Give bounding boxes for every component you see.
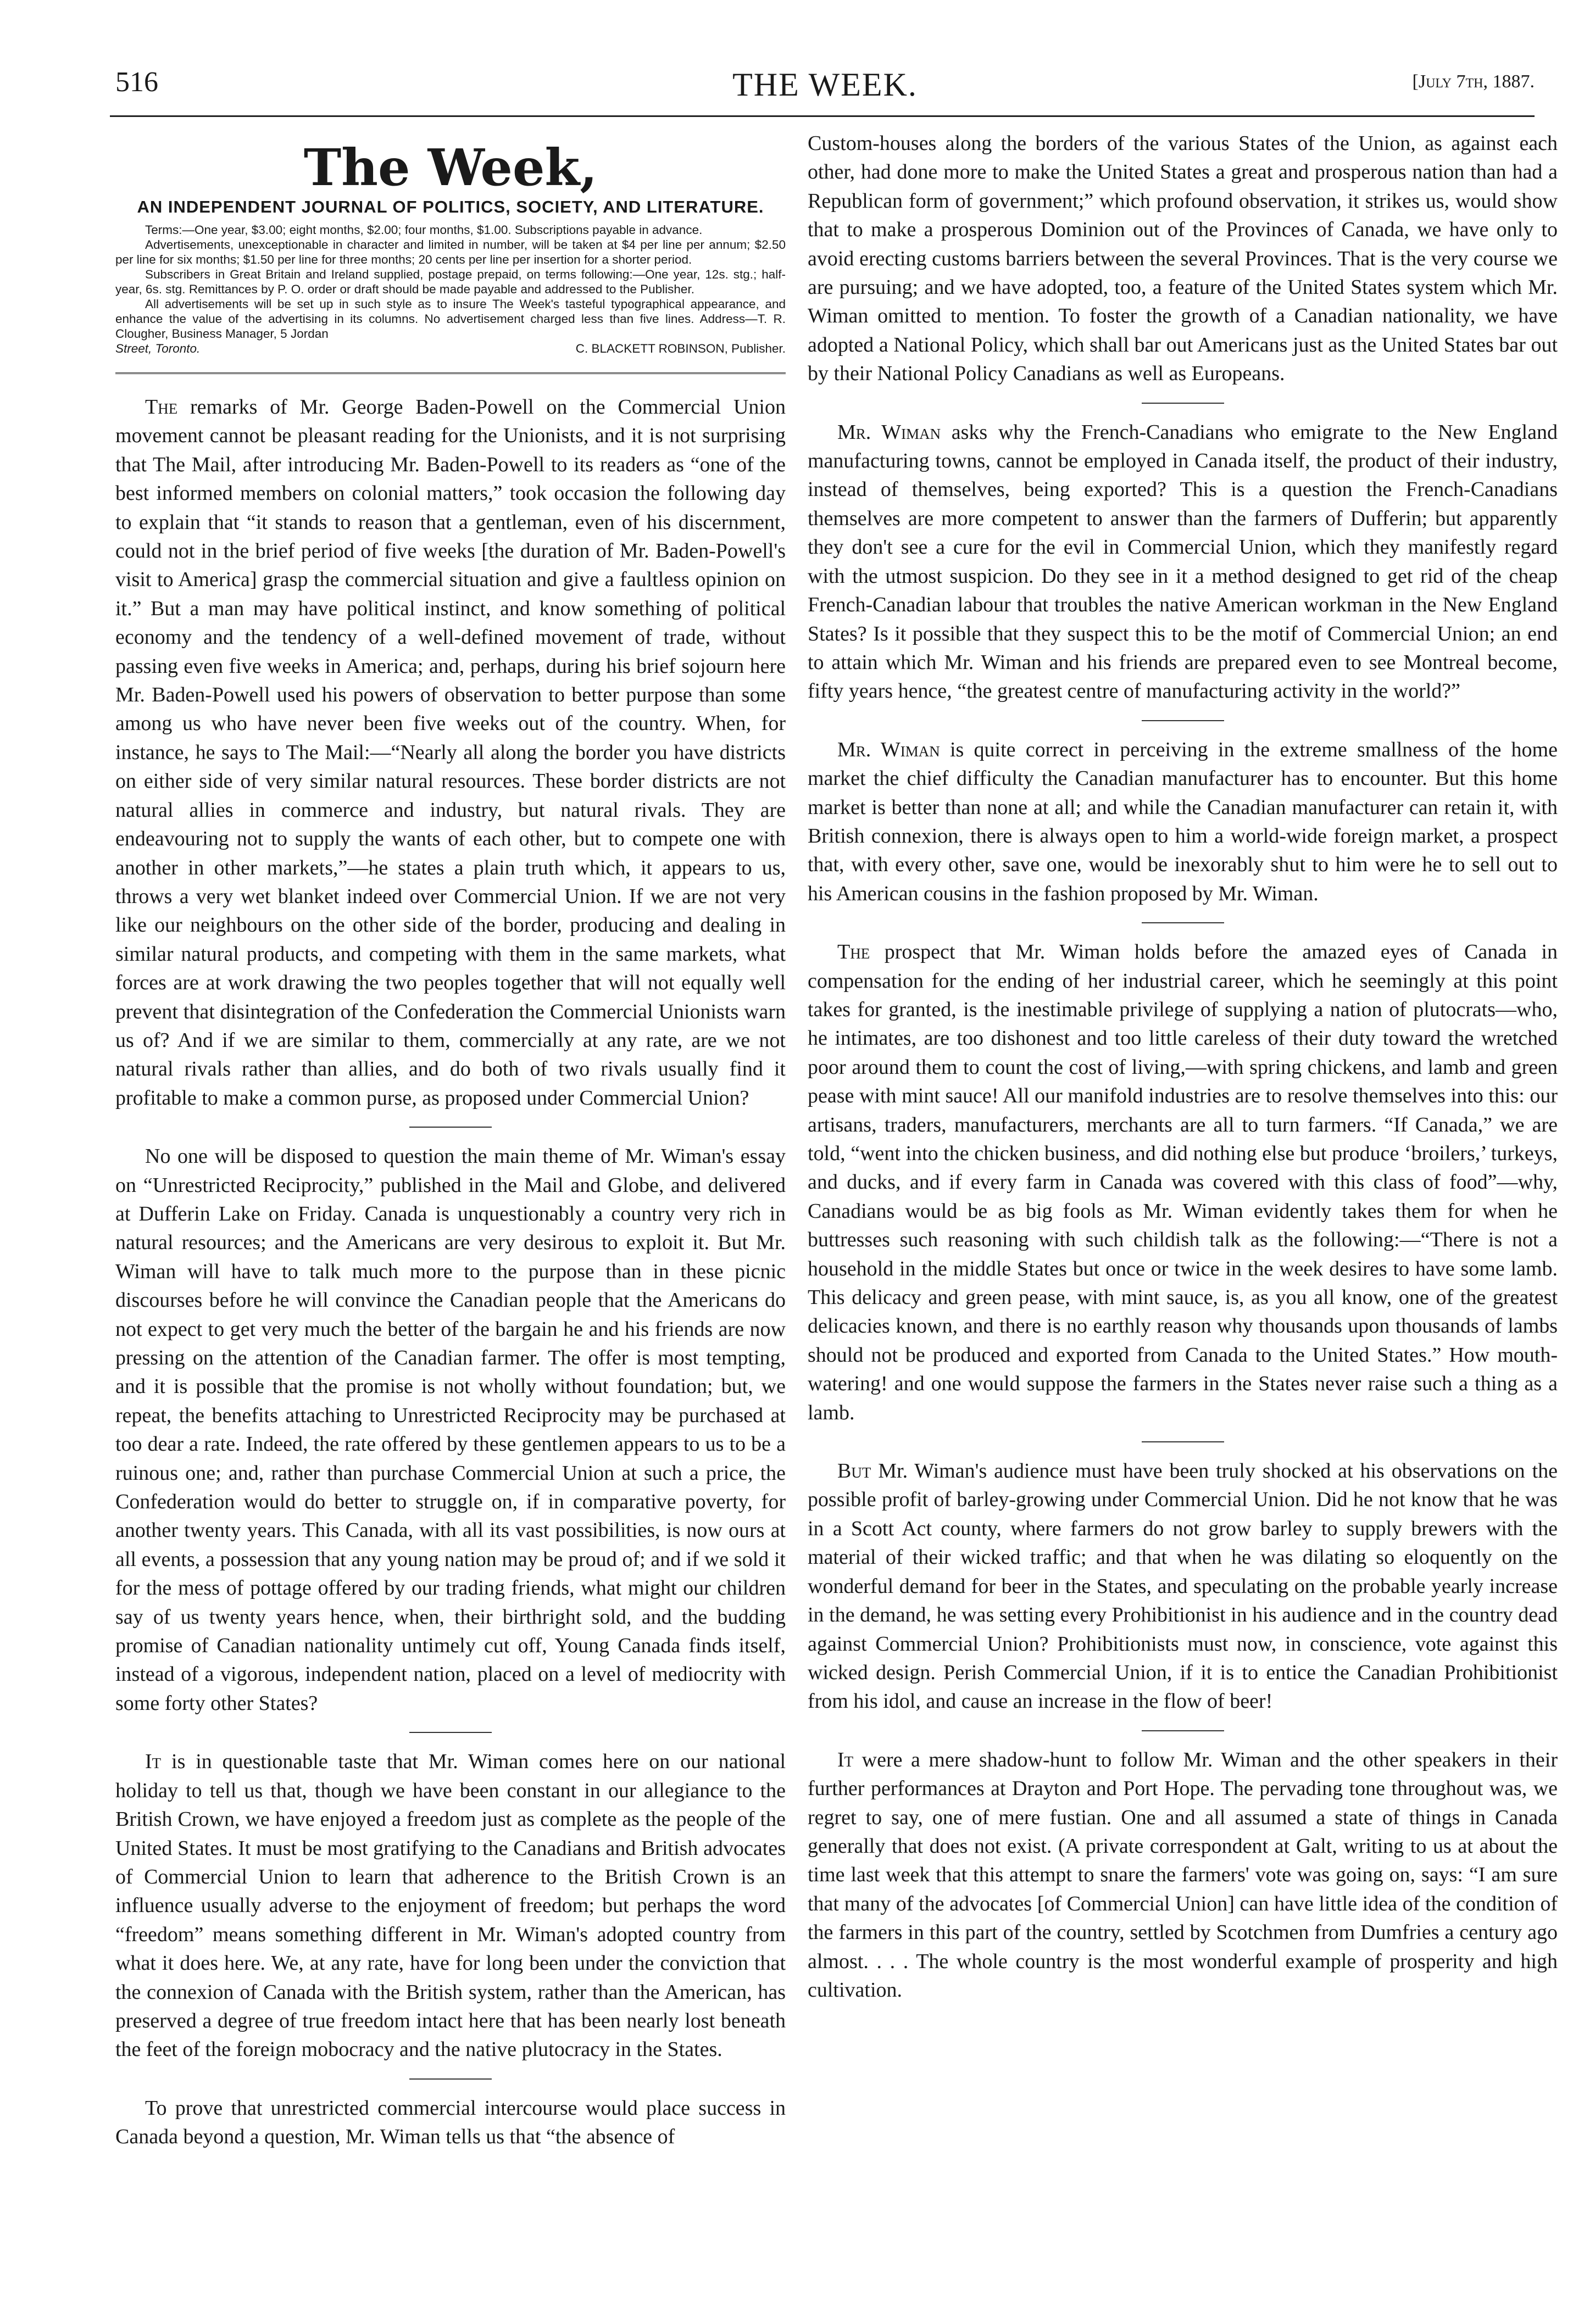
section-divider [1142,1441,1224,1442]
address-street: Street, Toronto. [115,342,201,355]
terms-notice: Terms:—One year, $3.00; eight months, $2.00; four months, $1.00. Subscriptions payable in advance. [145,223,703,237]
section-divider [409,2078,492,2080]
paragraph-lead: It [837,1748,854,1771]
left-column [115,129,786,2152]
article-paragraph [808,1746,1558,2005]
masthead [115,140,786,374]
paragraph-lead: The [145,395,178,419]
paragraph-lead: Mr. Wiman [837,738,940,761]
page-number: 516 [115,66,158,98]
advertisements-notice: Advertisements, unexceptionable in character and limited in number, will be taken at $4 per line per annum; $2.50 per line for six months; $1.50 per line for three months; 20 cents per line per insertion for a shorter period. [115,238,786,266]
paragraph-text: asks why the French-Canadians who emigrate to the New England manufacturing towns, cannot be employed in Canada itself, the product of their industry, instead of themselves, being exported? This is a question the French-Canadians themselves are more competent to answer than the farmers of Dufferin; but apparently they don't see a cure for the evil in Commercial Union, which they manifestly regard with the utmost suspicion. Do they see in it a method designed to get rid of the cheap French-Canadian labour that troubles the native American workman in the New England States? Is it possible that they suspect this to be the motif of Commercial Union; an end to attain which Mr. Wiman and his friends are prepared even to see Montreal become, fifty years hence, “the greatest centre of manufacturing activity in the world?” [808,420,1558,703]
masthead-address [115,341,786,356]
article-paragraph [808,938,1558,1427]
header-rule [110,115,1535,117]
article-paragraph [115,1142,786,1718]
publisher-line: C. BLACKETT ROBINSON, Publisher. [575,342,786,355]
paragraph-text: prospect that Mr. Wiman holds before the amazed eyes of Canada in compensation for the ending of her industrial career, which he seemingly at this point takes for granted, is the inestimable privilege of supplying a nation of plutocrats—who, he intimates, are too dishonest and too little careless of their duty toward the wretched poor around them to count the cost of living,—with spring chickens, and lamb and green pease with mint sauce! All our manifold industries are to resolve themselves into this: our artisans, traders, manufacturers, merchants are all to turn farmers. “If Canada,” we are told, “went into the chicken business, and did nothing else but produce ‘broilers,’ turkeys, and ducks, and if every farm in Canada was covered with this class of food”—why, Canadians would be as big fools as Mr. Wiman evidently takes them for when he buttresses such reasoning with such childish talk as the following:—“There is not a household in the middle States but once or twice in the week desires to have some lamb. This delicacy and green pease, with mint sauce, is, as you all know, one of the greatest delicacies known, and there is no earthly reason why thousands upon thousands of lambs should not be produced and exported from Canada to the United States.” How mouth-watering! and one would suppose the farmers in the States never raise such a thing as a lamb. [808,940,1558,1424]
paragraph-text: is quite correct in perceiving in the extreme smallness of the home market the chief difficulty the Canadian manufacturer has to encounter. But this home market is better than none at all; and while the Canadian manufacturer can retain it, with British connexion, there is always open to him a world-wide foreign market, a prospect that, with every other, save one, would be inexorably shut to him were he to sell out to his American cousins in the fashion proposed by Mr. Wiman. [808,738,1558,905]
masthead-title: The Week, [303,138,598,197]
paragraph-text: No one will be disposed to question the main theme of Mr. Wiman's essay on “Unrestricted Reciprocity,” published in the Mail and Globe, and delivered at Dufferin Lake on Friday. Canada is unquestionably a country very rich in natural resources; and the Americans are very desirous to exploit it. But Mr. Wiman will have to talk much more to the purpose than in these picnic discourses before he will convince the Canadian people that the Americans do not expect to get very much the better of the bargain he and his friends are now pressing on the attention of the Canadian farmer. The offer is most tempting, and it is possible that the promise is not wholly without foundation; but, we repeat, the benefits attaching to Unrestricted Reciprocity may be purchased at too dear a rate. Indeed, the rate offered by these gentlemen appears to us to be a ruinous one; and, rather than purchase Commercial Union at such a price, the Confederation would do better to struggle on, if in comparative poverty, for another twenty years. This Canada, with all its vast possibilities, is now ours at all events, a possession that any young nation may be proud of; and if we sold it for the mess of pottage offered by our trading friends, what might our children say of us twenty years hence, when, their birthright sold, and the budding promise of Canadian nationality untimely cut off, Young Canada finds itself, instead of a vigorous, independent nation, placed on a level of mediocrity with some forty other States? [115,1145,786,1715]
journal-title: THE WEEK. [732,66,918,103]
running-head [115,66,1535,115]
article-paragraph [115,393,786,1112]
paragraph-text: is in questionable taste that Mr. Wiman comes here on our national holiday to tell us that, though we have been constant in our allegiance to the British Crown, we have enjoyed a freedom just as complete as the people of the United States. It must be most gratifying to the Canadians and British advocates of Commercial Union to learn that adherence to the British Crown is an influence usually adverse to the enjoyment of freedom; but perhaps the word “freedom” means something different in Mr. Wiman's adopted country from what it does here. We, at any rate, have for long been under the conviction that the connexion of Canada with the British system, rather than the American, has preserved a degree of true freedom intact here that has been nearly lost beneath the feet of the foreign mobocracy and the native plutocracy in the States. [115,1750,786,2061]
paragraph-text: were a mere shadow-hunt to follow Mr. Wiman and the other speakers in their further performances at Drayton and Port Hope. The pervading tone throughout was, we regret to say, one of mere fustian. One and all assumed a state of things in Canada generally that does not exist. (A private correspondent at Galt, writing to us at about the time last week that this attempt to snare the farmers' vote was going on, says: “I am sure that many of the advocates [of Commercial Union] can have little idea of the condition of the farmers in this part of the country, settled by Scotchmen from Dumfries a century ago almost. . . . The whole country is the most wonderful example of prosperity and high cultivation. [808,1748,1558,2002]
section-divider [409,1732,492,1733]
article-paragraph [808,735,1558,908]
section-divider [1142,403,1224,404]
section-divider [1142,720,1224,721]
paragraph-text: Custom-houses along the borders of the various States of the Union, as against each other, had done more to make the United States a great and prosperous nation than had a Republican form of government;” which profound observation, it strikes us, would show that to make a prosperous Dominion out of the Provinces of Canada, we have only to avoid erecting customs barriers between the several Provinces. That is the very course we are pursuing; and we have adopted, too, a feature of the United States system which Mr. Wiman omitted to mention. To foster the growth of a Canadian nationality, we have adopted a National Policy, which shall bar out Americans just as the United States bar out by their National Policy Canadians as well as Europeans. [808,132,1558,386]
masthead-subtitle: AN INDEPENDENT JOURNAL OF POLITICS, SOCIETY, AND LITERATURE. [137,197,764,216]
paragraph-lead: Mr. Wiman [837,420,941,444]
issue-date: [July 7th, 1887. [1412,71,1535,92]
right-column [808,129,1558,2004]
article-paragraph [115,1747,786,2064]
paragraph-lead: It [145,1750,162,1774]
section-divider [409,1127,492,1128]
paragraph-lead: The [837,940,870,964]
article-paragraph [115,2094,786,2152]
article-paragraph [808,129,1558,388]
article-paragraph [808,418,1558,706]
paragraph-text: To prove that unrestricted commercial intercourse would place success in Canada beyond a question, Mr. Wiman tells us that “the absence of [115,2096,786,2149]
subscribers-notice: Subscribers in Great Britain and Ireland supplied, postage prepaid, on terms following:—One year, 12s. stg.; half-year, 6s. stg. Remittances by P. O. order or draft should be made payable and addressed to the Publisher. [115,267,786,296]
paragraph-text: remarks of Mr. George Baden-Powell on the Commercial Union movement cannot be pleasant reading for the Unionists, and it is not surprising that The Mail, after introducing Mr. Baden-Powell to its readers as “one of the best informed members on colonial matters,” took occasion the following day to explain that “it stands to reason that a gentleman, even of his discernment, could not in the brief period of five weeks [the duration of Mr. Baden-Powell's visit to America] grasp the commercial situation and give a faultless opinion on it.” But a man may have political instinct, and know something of political economy and the tendency of a well-defined movement of trade, without passing even five weeks in America; and, perhaps, during his brief sojourn here Mr. Baden-Powell used his powers of observation to better purpose than some among us who have never been five weeks out of the country. When, for instance, he says to The Mail:—“Nearly all along the border you have districts on either side of very similar natural resources. These border districts are not natural allies in commerce and industry, but natural rivals. They are endeavouring not to supply the wants of each other, but to compete one with another in other markets,”—he states a plain truth which, it appears to us, throws a very wet blanket indeed over Commercial Union. If we are not very like our neighbours on the other side of the border, producing and dealing in similar natural products, and competing with them in the same markets, what forces are at work drawing the two peoples together that will not equally well prevent that disintegration of the Confederation the Commercial Unionists warn us of? And if we are similar to them, commercially at any rate, are we not natural rivals rather than allies, and do both of two rivals usually find it profitable to make a common purse, as proposed under Commercial Union? [115,395,786,1110]
paragraph-text: Mr. Wiman's audience must have been truly shocked at his observations on the possible profit of barley-growing under Commercial Union. Did he not know that he was in a Scott Act county, where farmers do not grow barley to supply brewers with the material of their wicked traffic; and that when he was dilating so eloquently on the wonderful demand for beer in the States, and speculating on the probable yearly increase in the demand, he was setting every Prohibitionist in his audience and in the country dead against Commercial Union? Prohibitionists must now, in conscience, vote against this wicked design. Perish Commercial Union, if it is to entice the Canadian Prohibitionist from his idol, and cause an increase in the flow of beer! [808,1459,1558,1713]
article-paragraph [808,1457,1558,1716]
section-divider [1142,922,1224,923]
section-divider [1142,1730,1224,1731]
paragraph-lead: But [837,1459,871,1483]
style-notice: All advertisements will be set up in such style as to insure The Week's tasteful typographical appearance, and enhance the value of the advertising in its columns. No advertisement charged less than five lines. Address—T. R. Clougher, Business Manager, 5 Jordan [115,297,786,341]
masthead-rule [115,372,786,374]
